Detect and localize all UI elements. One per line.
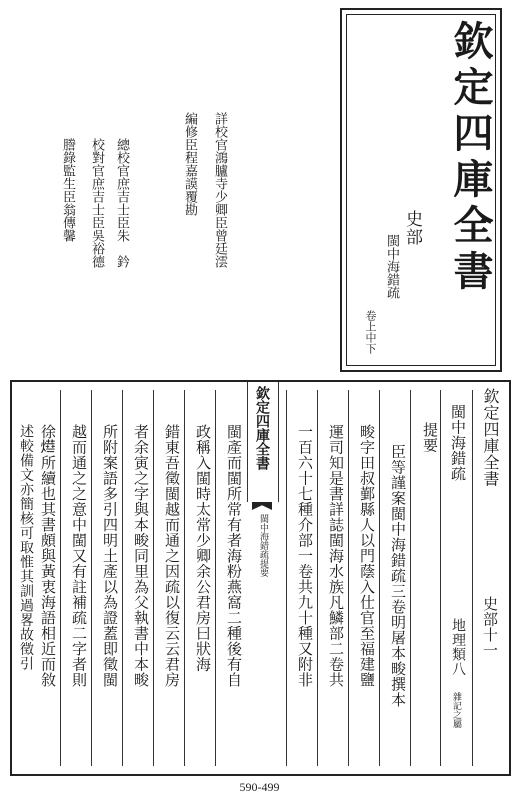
title-page-volume: 卷上中下 — [364, 310, 377, 354]
fish-tail-mark — [252, 502, 272, 510]
text-column: 畯字田叔鄞縣人以門蔭入仕官至福建鹽 — [358, 424, 376, 688]
text-column: 政稱入閩時太常少卿余公君房曰狀海 — [194, 424, 212, 672]
text-column: 述較備文亦簡核可取惟其訓過畧故徵引 — [18, 424, 34, 671]
center-banner-note: 閩中海錯疏提要 — [258, 514, 268, 577]
text-column: 錯東吾徵閩越而通之因疏以復云云君房 — [163, 424, 181, 688]
credit-line: 總校官庶吉士臣朱 鈐 — [114, 138, 129, 268]
title-page-book-name: 閩中海錯疏 — [384, 234, 399, 299]
title-page-frame — [340, 8, 502, 372]
title-page-main-title: 欽定四庫全書 — [447, 20, 494, 296]
page-number: 590-499 — [239, 780, 280, 794]
main-text-page — [10, 380, 511, 776]
center-banner-title: 欽定四庫全書 — [254, 386, 270, 470]
book-title: 閩中海錯疏 — [449, 404, 467, 482]
section-heading: 提要 — [421, 422, 439, 453]
text-column: 者余寅之字與本畯同里為父執書中本畯 — [132, 424, 150, 688]
credit-line: 編修臣程嘉謨覆勘 — [182, 112, 197, 216]
text-column: 徐𤍞所續也其書頗與黃衷海語相近而敘 — [39, 424, 57, 688]
text-column: 閩產而閩所常有者海粉燕窩二種後有自 — [225, 424, 243, 688]
subject-note: 雜記之屬 — [451, 692, 461, 728]
subject-line: 地理類八 — [450, 618, 466, 676]
text-column: 所附案語多引四明土產以為證蓋即徵閩 — [101, 424, 119, 688]
text-column: 一百六十七種介部一卷共九十種又附非 — [296, 424, 314, 688]
title-page-category: 史部 — [402, 210, 422, 246]
text-column: 越而通之之意中閩又有註補疏二字者則 — [70, 424, 88, 688]
credit-line: 謄錄監生臣翁傳馨 — [60, 138, 75, 242]
text-column: 運司知是書詳誌閩海水族凡鱗部二卷共 — [327, 424, 345, 688]
header-title: 欽定四庫全書 — [481, 388, 500, 487]
credit-line: 校對官庶吉士臣吳裕德 — [89, 138, 104, 268]
header-category: 史部十一 — [481, 596, 499, 658]
credit-line: 詳校官鴻臚寺少卿臣曾廷澐 — [212, 112, 227, 268]
text-column: 臣等謹案閩中海錯疏三卷明屠本畯撰本 — [389, 444, 407, 708]
